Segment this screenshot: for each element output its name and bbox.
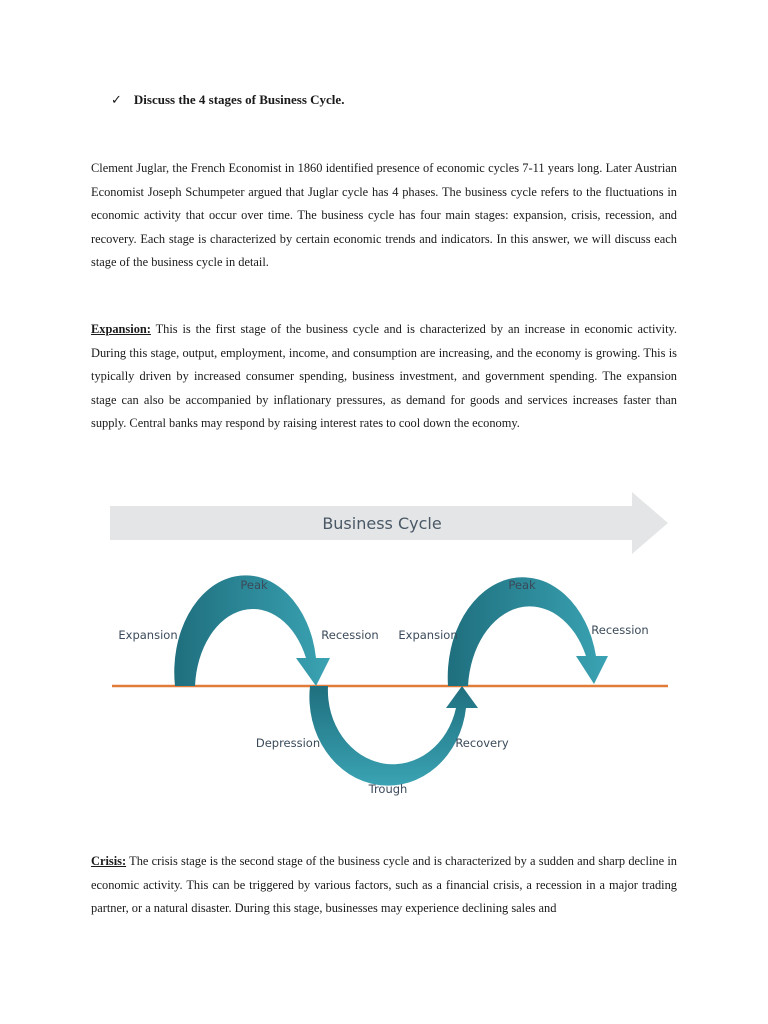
crisis-paragraph xyxy=(91,850,677,921)
arc-upper-2 xyxy=(448,577,608,686)
label-expansion-2: Expansion xyxy=(398,628,458,642)
label-expansion-1: Expansion xyxy=(118,628,178,642)
label-peak-1: Peak xyxy=(240,578,268,592)
label-trough: Trough xyxy=(368,782,408,796)
crisis-term: Crisis: xyxy=(91,854,127,868)
label-recession-2: Recession xyxy=(591,623,649,637)
diagram-title: Business Cycle xyxy=(322,514,442,533)
label-peak-2: Peak xyxy=(508,578,536,592)
checkmark-icon: ✓ xyxy=(111,92,122,108)
question-heading xyxy=(111,92,344,108)
heading-text: Discuss the 4 stages of Business Cycle. xyxy=(133,92,345,107)
business-cycle-diagram xyxy=(100,488,680,808)
label-depression: Depression xyxy=(255,736,321,750)
crisis-text: The crisis stage is the second stage of the business cycle and is characterized by a sudden and sharp decline in economic activity. This can be triggered by various factors, such as a financial crisis, a recession in a major trading partner, or a natural disaster. During this stage, businesses may experience declining sales and xyxy=(91,854,677,916)
expansion-term: Expansion: xyxy=(91,322,151,336)
expansion-paragraph xyxy=(91,318,677,436)
expansion-text: This is the first stage of the business cycle and is characterized by an increase in economic activity. During this stage, output, employment, income, and consumption are increasing, and the economy is growing. This is typically driven by increased consumer spending, business investment, and government spending. The expansion stage can also be accompanied by inflationary pressures, as demand for goods and services increases faster than supply. Central banks may respond by raising interest rates to cool down the economy. xyxy=(91,322,677,431)
label-recession-1: Recession xyxy=(321,628,379,642)
label-recovery: Recovery xyxy=(455,736,509,750)
intro-paragraph: Clement Juglar, the French Economist in 1860 identified presence of economic cycles 7-11 years long. Later Austrian Economist Joseph Schumpeter argued that Juglar cycle has 4 phases. The business cycle refers to the fluctuations in economic activity that occur over time. The business cycle has four main stages: expansion, crisis, recession, and recovery. Each stage is characterized by certain economic trends and indicators. In this answer, we will discuss each stage of the business cycle in detail. xyxy=(91,161,677,270)
arc-lower xyxy=(309,686,478,786)
